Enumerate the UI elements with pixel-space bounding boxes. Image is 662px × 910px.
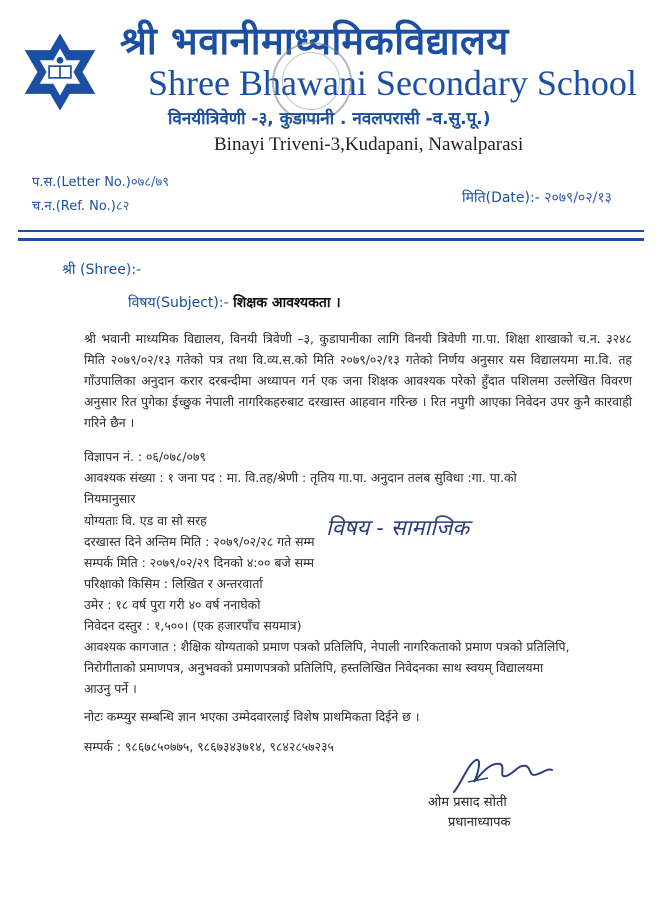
address-english: Binayi Triveni-3,Kudapani, Nawalparasi (214, 134, 524, 155)
exam-type: परिक्षाको किसिम : लिखित र अन्तरवार्ता (84, 576, 263, 591)
letter-date: मिति(Date):- २०७९/०२/१३ (462, 190, 612, 206)
age-limit: उमेर : १८ वर्ष पुरा गरी ४० वर्ष ननाघेको (84, 597, 261, 612)
school-name-nepali: श्री भवानीमाध्यमिकविद्यालय (120, 19, 509, 63)
contact-date: सम्पर्क मिति : २०७९/०२/२९ दिनको ४:०० बजे सम्म (84, 555, 315, 570)
star-of-david-logo (18, 30, 102, 114)
required-documents-end: आउनु पर्ने । (84, 681, 137, 696)
required-documents-cont: निरोगीताको प्रमाणपत्र, अनुभवको प्रमाणपत्रको प्रतिलिपि, हस्तलिखित निवेदनका साथ स्वयम् विद्यालयमा (84, 660, 544, 675)
handwritten-subject: विषय - सामाजिक (326, 516, 470, 541)
body-paragraph: श्री भवानी माध्यमिक विद्यालय, विनयी त्रिवेणी –३, कुडापानीका लागि विनयी त्रिवेणी गा.पा. शिक्षा शाखाको च.न. ३२४८ मिति २०७९/०२/१३ गतेको पत्र तथा वि.व्य.स.को मिति २०७९/०२/१३ गतेको निर्णय अनुसार यस विद्यालयमा मा.वि. तह गाँउपालिका अनुदान करार दरबन्दीमा अध्यापन गर्न एक जना शिक्षक आवश्यक परेको हुँदात पशिलमा उल्लेखित विवरण अनुसार रित पुगेका ईच्छुक नेपाली नागरिकहरुबाट दरखास्त आहवान गरिन्छ । रित नपुगी आएका निवेदन उपर कुनै कारवाही गरिने छैन । (84, 331, 632, 430)
application-deadline: दरखास्त दिने अन्तिम मिति : २०७९/०२/२८ गते सम्म (84, 534, 315, 549)
header-divider-thick (18, 238, 644, 241)
addressee: श्री (Shree):- (62, 262, 142, 278)
qualification: योग्यताः वि. एड वा सो सरह (84, 513, 207, 528)
contact-numbers: सम्पर्क : ९८६७८५०७७५, ९८६७३४३७१४, ९८४२८५७२३५ (84, 739, 334, 754)
advert-number: विज्ञापन नं. : ०६/०७८/०७९ (84, 449, 206, 464)
required-count-cont: नियमानुसार (84, 491, 136, 506)
letter-number: प.स.(Letter No.)०७८/७९ (32, 175, 170, 190)
school-name-english: Shree Bhawani Secondary School (148, 63, 637, 103)
signatory-designation: प्रधानाध्यापक (448, 815, 511, 830)
note: नोटः कम्प्युर सम्बन्धि ज्ञान भएका उम्मेदवारलाई विशेष प्राथमिकता दिईने छ । (84, 709, 420, 724)
address-nepali: विनयीत्रिवेणी -३, कुडापानी . नवलपरासी -व.सु.पू.) (168, 109, 491, 129)
reference-number: च.न.(Ref. No.)८२ (32, 199, 130, 214)
subject-line: विषय(Subject):- शिक्षक आवश्यकता । (128, 295, 341, 311)
required-documents: आवश्यक कागजात : शैक्षिक योग्यताको प्रमाण पत्रको प्रतिलिपि, नेपाली नागरिकताको प्रमाण पत्रको प्रतिलिपि, (84, 639, 570, 654)
application-fee: निवेदन दस्तुर : १,५००। (एक हजारपाँच सयमात्र) (84, 618, 302, 633)
required-count: आवश्यक संख्या : १ जना पद : मा. वि.तह/श्रेणी : तृतिय गा.पा. अनुदान तलब सुविधा :गा. पा.को (84, 470, 517, 485)
signatory-name: ओम प्रसाद सोती (428, 795, 507, 810)
header-divider (18, 230, 644, 232)
